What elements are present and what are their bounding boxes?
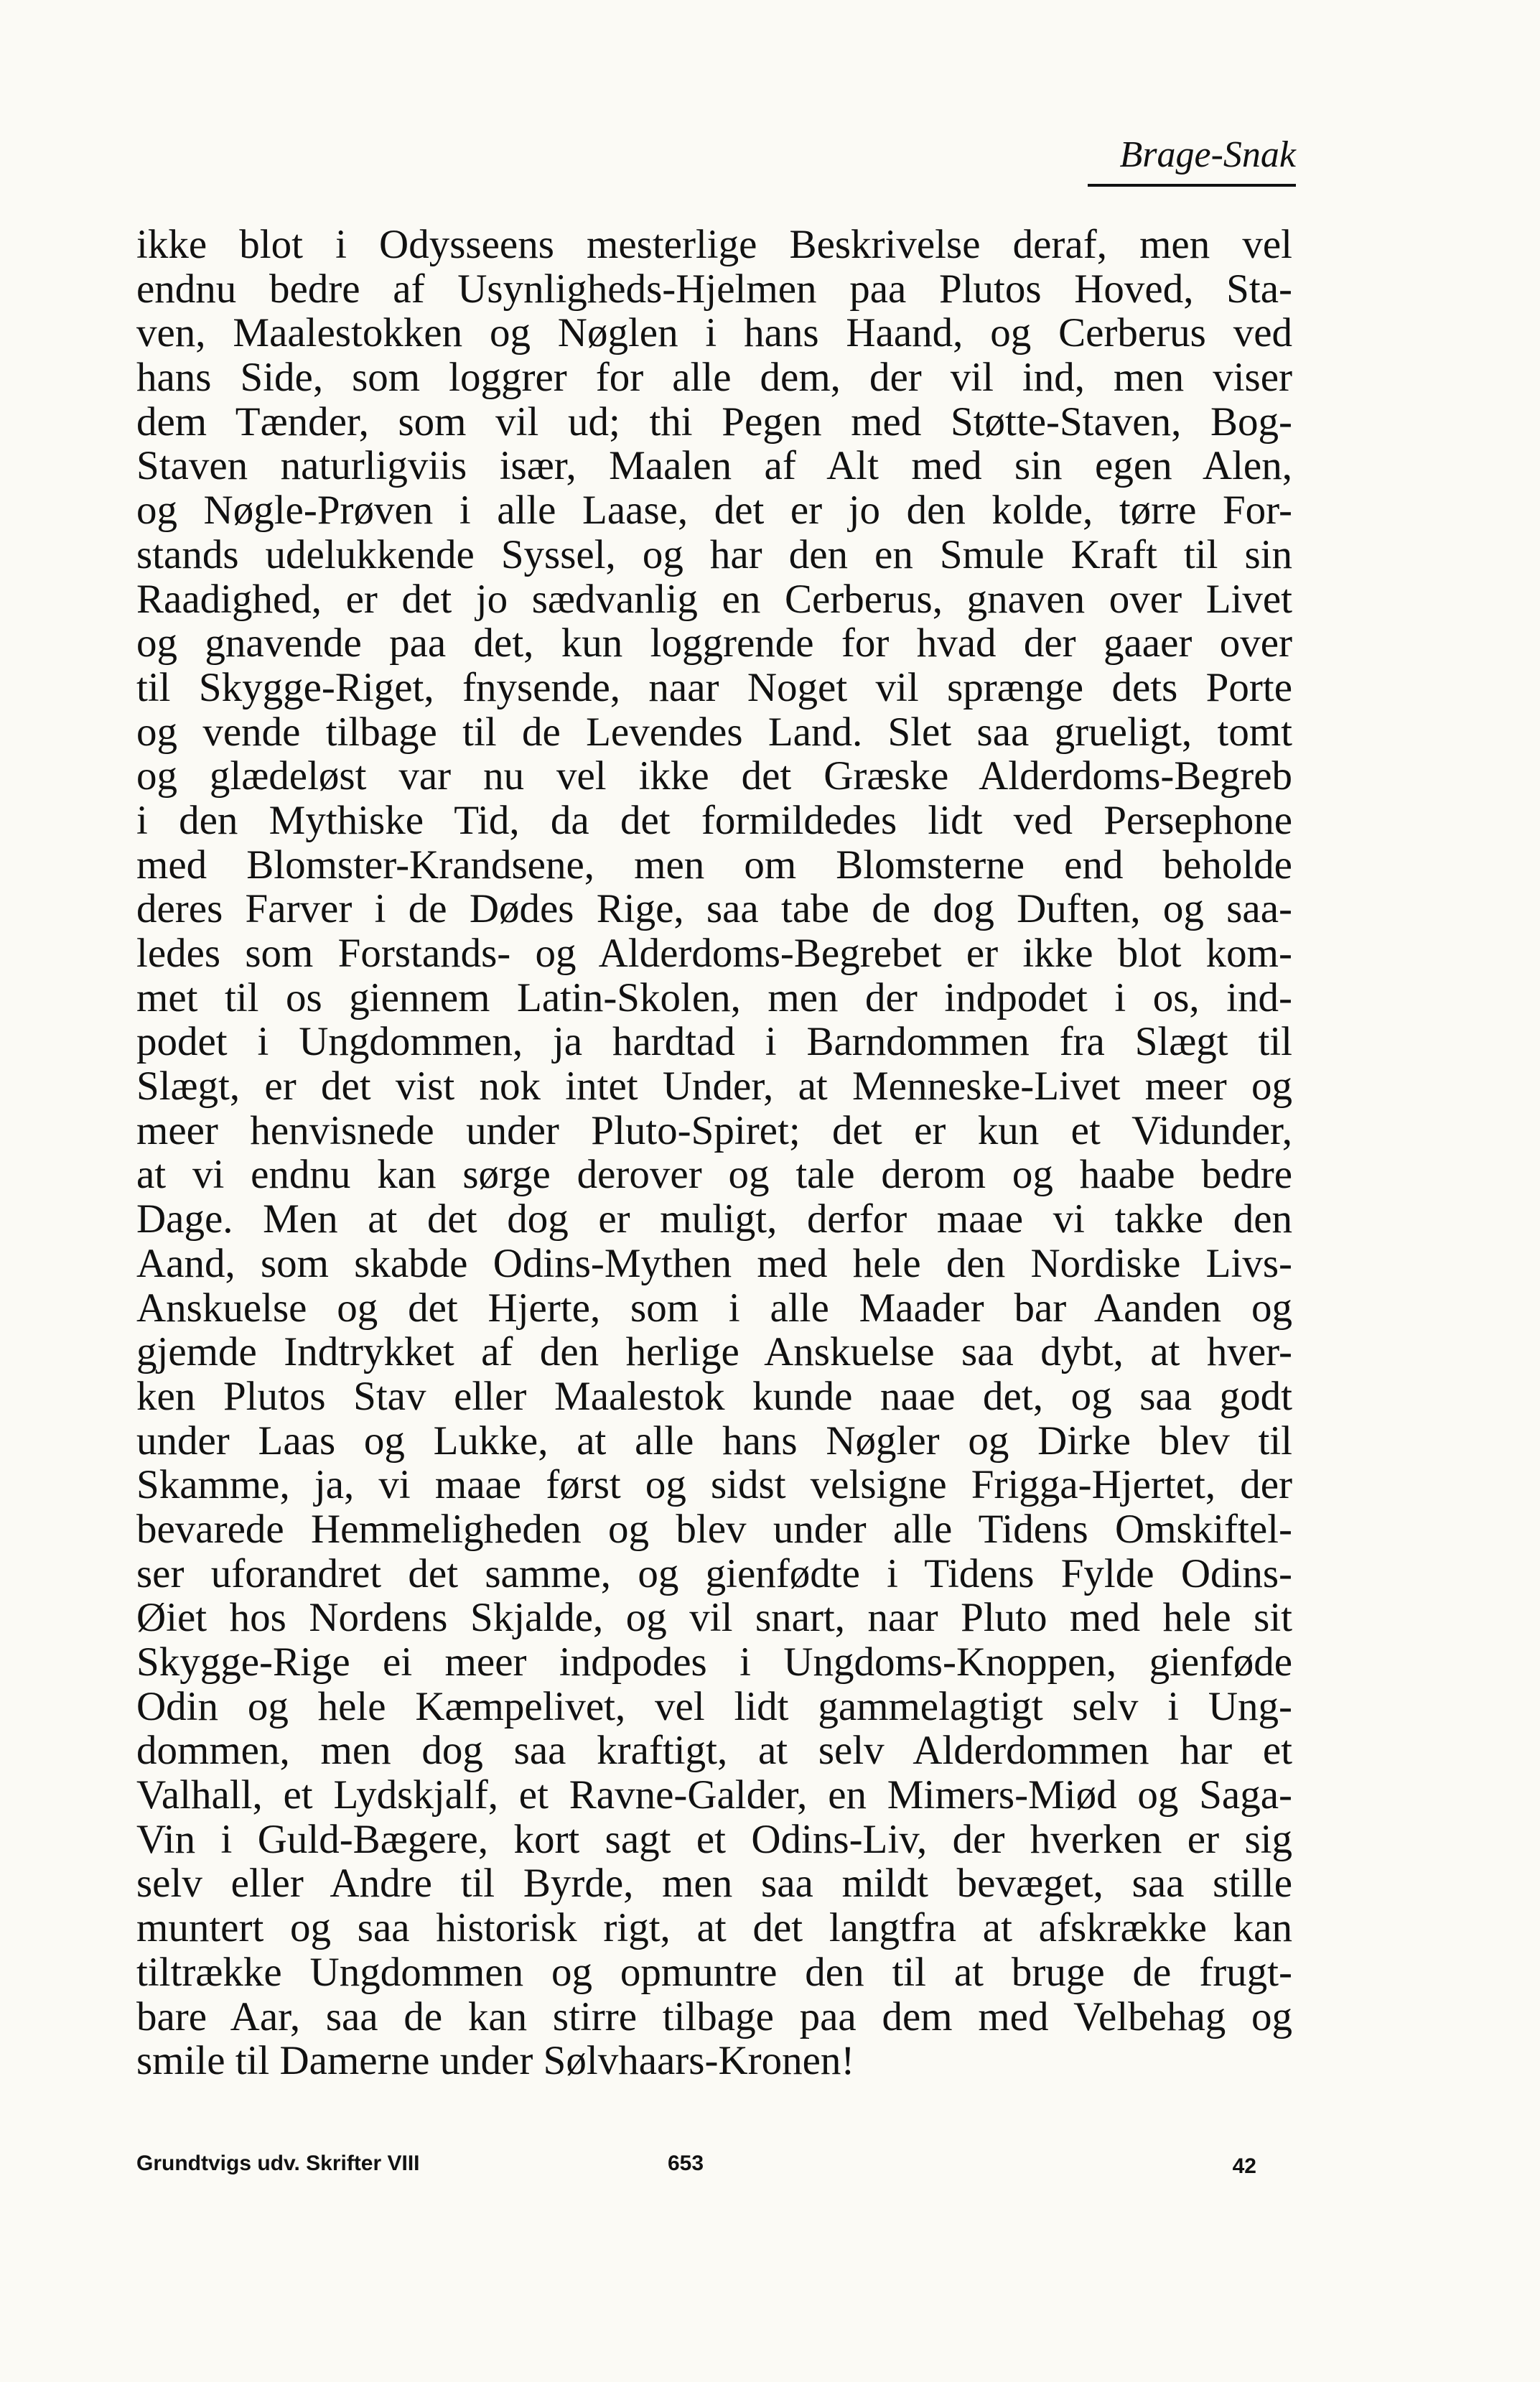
text-line: og vende tilbage til de Levendes Land. Slet saa grueligt, tomt: [136, 710, 1292, 755]
text-line: og Nøgle-Prøven i alle Laase, det er jo den kolde, tørre For-: [136, 488, 1292, 533]
text-line: med Blomster-Krandsene, men om Blomsterne end beholde: [136, 842, 1292, 888]
text-line: muntert og saa historisk rigt, at det langtfra at afskrække kan: [136, 1906, 1292, 1950]
text-line: Odin og hele Kæmpelivet, vel lidt gammelagtigt selv i Ung-: [136, 1684, 1292, 1729]
text-line: smile til Damerne under Sølvhaars-Kronen!: [136, 2039, 855, 2083]
text-line: til Skygge-Riget, fnysende, naar Noget vil sprænge dets Porte: [136, 665, 1292, 710]
text-line: Aand, som skabde Odins-Mythen med hele den Nordiske Livs-: [136, 1241, 1292, 1286]
text-line: dem Tænder, som vil ud; thi Pegen med Støtte-Staven, Bog-: [136, 399, 1292, 445]
text-line: Skamme, ja, vi maae først og sidst velsigne Frigga-Hjertet, der: [136, 1463, 1292, 1507]
text-line: endnu bedre af Usynligheds-Hjelmen paa Plutos Hoved, Sta-: [136, 266, 1292, 312]
text-line: selv eller Andre til Byrde, men saa mildt bevæget, saa stille: [136, 1861, 1292, 1907]
text-line: Dage. Men at det dog er muligt, derfor maae vi takke den: [136, 1197, 1292, 1242]
text-line: Vin i Guld-Bægere, kort sagt et Odins-Liv, der hverken er sig: [136, 1817, 1292, 1862]
text-line: Staven naturligviis især, Maalen af Alt med sin egen Alen,: [136, 444, 1292, 489]
text-line: meer henvisnede under Pluto-Spiret; det er kun et Vidunder,: [136, 1108, 1292, 1153]
text-line: gjemde Indtrykket af den herlige Anskuelse saa dybt, at hver-: [136, 1330, 1292, 1374]
text-line: Anskuelse og det Hjerte, som i alle Maader bar Aanden og: [136, 1285, 1292, 1331]
text-line: ledes som Forstands- og Alderdoms-Begrebet er ikke blot kom-: [136, 931, 1292, 976]
text-line: podet i Ungdommen, ja hardtad i Barndommen fra Slægt til: [136, 1020, 1292, 1065]
text-line: hans Side, som loggrer for alle dem, der vil ind, men viser: [136, 355, 1292, 400]
text-line: dommen, men dog saa kraftigt, at selv Alderdommen har et: [136, 1729, 1292, 1774]
text-line: Øiet hos Nordens Skjalde, og vil snart, naar Pluto med hele sit: [136, 1596, 1292, 1640]
text-line: under Laas og Lukke, at alle hans Nøgler og Dirke blev til: [136, 1418, 1292, 1464]
text-line: ikke blot i Odysseens mesterlige Beskrivelse deraf, men vel: [136, 223, 1292, 267]
text-line: ven, Maalestokken og Nøglen i hans Haand, og Cerberus ved: [136, 311, 1292, 356]
text-line: stands udelukkende Syssel, og har den en Smule Kraft til sin: [136, 532, 1292, 577]
text-line: og gnavende paa det, kun loggrende for hvad der gaaer over: [136, 621, 1292, 666]
text-line: ser uforandret det samme, og gienfødte i Tidens Fylde Odins-: [136, 1551, 1292, 1596]
text-line: ken Plutos Stav eller Maalestok kunde naae det, og saa godt: [136, 1374, 1292, 1419]
text-line: deres Farver i de Dødes Rige, saa tabe de dog Duften, og saa-: [136, 887, 1292, 931]
footer-page-number: 653: [668, 2151, 704, 2175]
text-line: Skygge-Rige ei meer indpodes i Ungdoms-Knoppen, gienføde: [136, 1640, 1292, 1685]
body-text: [136, 223, 1292, 2083]
running-head: Brage-Snak: [1088, 136, 1296, 187]
text-line: met til os giennem Latin-Skolen, men der indpodet i os, ind-: [136, 975, 1292, 1020]
footer-source: Grundtvigs udv. Skrifter VIII: [136, 2151, 420, 2175]
text-line: i den Mythiske Tid, da det formildedes lidt ved Persephone: [136, 798, 1292, 843]
text-line: Raadighed, er det jo sædvanlig en Cerberus, gnaven over Livet: [136, 577, 1292, 622]
text-line: at vi endnu kan sørge derover og tale derom og haabe bedre: [136, 1153, 1292, 1198]
text-line: og glædeløst var nu vel ikke det Græske Alderdoms-Begreb: [136, 754, 1292, 799]
text-line: Slægt, er det vist nok intet Under, at Menneske-Livet meer og: [136, 1064, 1292, 1109]
text-line: tiltrække Ungdommen og opmuntre den til at bruge de frugt-: [136, 1950, 1292, 1995]
text-line: bevarede Hemmeligheden og blev under alle Tidens Omskiftel-: [136, 1507, 1292, 1552]
text-line: bare Aar, saa de kan stirre tilbage paa dem med Velbehag og: [136, 1994, 1292, 2039]
footer-signature: 42: [1232, 2154, 1256, 2178]
text-line: Valhall, et Lydskjalf, et Ravne-Galder, en Mimers-Miød og Saga-: [136, 1773, 1292, 1818]
page-footer: [136, 2149, 1292, 2178]
